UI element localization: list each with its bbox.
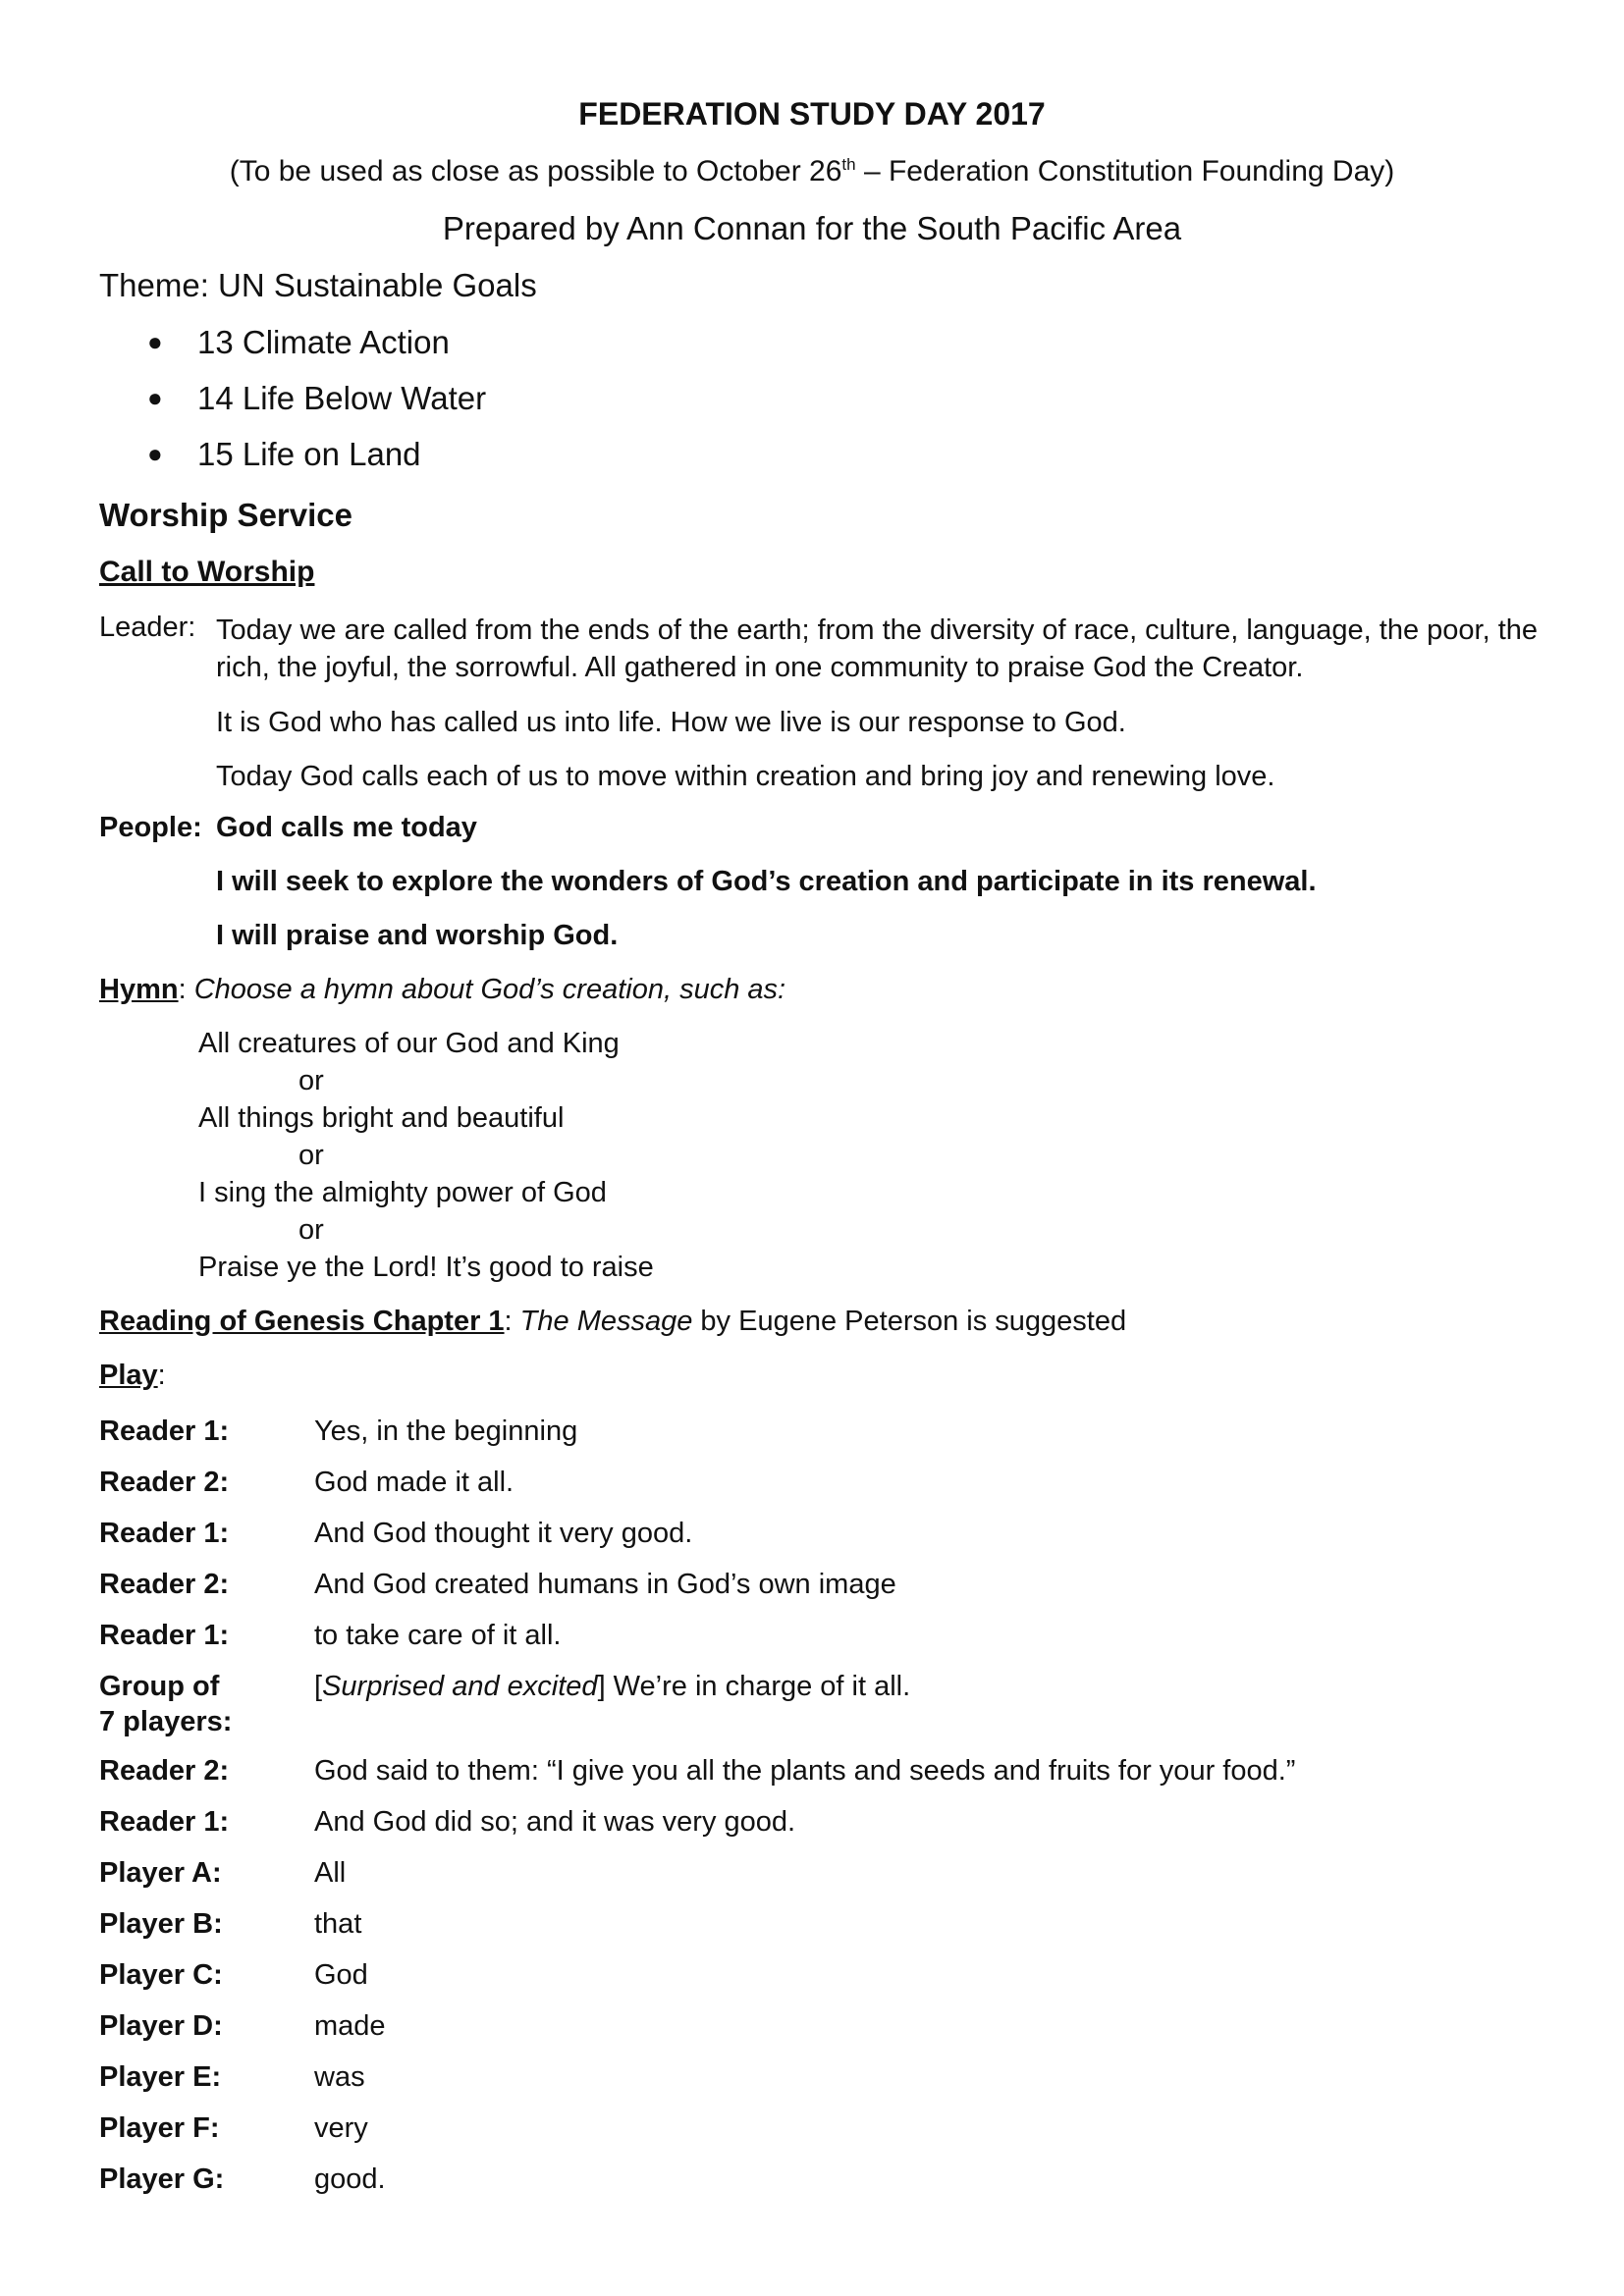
speaker-text: All	[314, 1857, 347, 1889]
leader-label: Leader:	[99, 612, 196, 643]
bullet-icon: ●	[147, 327, 163, 356]
document-subtitle	[0, 155, 1624, 188]
hymn-instruction: Choose a hymn about God’s creation, such as:	[193, 974, 786, 1005]
hymn-heading: Hymn: Choose a hymn about God’s creation, such as:	[99, 974, 786, 1005]
people-line: I will seek to explore the wonders of God’s creation and participate in its renewal.	[216, 866, 1317, 897]
goal-text: 15 Life on Land	[197, 436, 421, 472]
hymn-option: Praise ye the Lord! It’s good to raise	[198, 1252, 654, 1283]
speaker-label: Reader 2:	[99, 1569, 230, 1600]
speaker-text: God said to them: “I give you all the plants and seeds and fruits for your food.”	[314, 1755, 1296, 1787]
speaker-text: And God did so; and it was very good.	[314, 1806, 796, 1838]
speaker-text: And God thought it very good.	[314, 1518, 693, 1549]
speaker-label: Reader 1:	[99, 1415, 230, 1447]
speaker-text: to take care of it all.	[314, 1620, 562, 1651]
speaker-label: Reader 2:	[99, 1755, 230, 1787]
speaker-text: God made it all.	[314, 1467, 514, 1498]
speaker-label: Reader 1:	[99, 1806, 230, 1838]
speaker-text: [Surprised and excited] We’re in charge of it all.	[314, 1671, 911, 1702]
hymn-separator: or	[298, 1065, 324, 1096]
speaker-label: Reader 1:	[99, 1620, 230, 1651]
speaker-text: was	[314, 2061, 365, 2093]
subtitle-text-start: (To be used as close as possible to October 26	[229, 155, 842, 187]
speaker-label: Reader 2:	[99, 1467, 230, 1498]
speaker-label: Player B:	[99, 1908, 223, 1940]
speaker-label: Player G:	[99, 2163, 225, 2195]
speaker-text: God	[314, 1959, 368, 1991]
speaker-text: And God created humans in God’s own image	[314, 1569, 896, 1600]
reading-note: by Eugene Peterson is suggested	[692, 1306, 1127, 1337]
call-to-worship-heading: Call to Worship	[99, 556, 315, 588]
leader-line: Today we are called from the ends of the earth; from the diversity of race, culture, language, the poor, the rich, the joyful, the sorrowful. All gathered in one community to praise God the Creator.	[216, 614, 1539, 683]
speaker-label: Player E:	[99, 2061, 222, 2093]
speaker-label: Player A:	[99, 1857, 222, 1889]
goal-text: 13 Climate Action	[197, 324, 450, 360]
speaker-text: very	[314, 2112, 368, 2144]
speaker-text: Yes, in the beginning	[314, 1415, 578, 1447]
hymn-separator: or	[298, 1140, 324, 1171]
leader-line: It is God who has called us into life. How we live is our response to God.	[216, 707, 1126, 738]
theme-label: Theme: UN Sustainable Goals	[99, 267, 537, 303]
stage-direction: Surprised and excited	[322, 1671, 598, 1702]
speaker-label: Player F:	[99, 2112, 220, 2144]
worship-heading: Worship Service	[99, 497, 352, 533]
speaker-label: Player D:	[99, 2010, 223, 2042]
play-label: Play	[99, 1360, 158, 1391]
group-label-line-1: Group of	[99, 1671, 220, 1702]
reading-book: The Message	[519, 1306, 693, 1337]
hymn-option: I sing the almighty power of God	[198, 1177, 607, 1208]
speaker-label: Player C:	[99, 1959, 223, 1991]
bullet-icon: ●	[147, 383, 163, 412]
bullet-icon: ●	[147, 439, 163, 468]
reading-line: Reading of Genesis Chapter 1: The Message by Eugene Peterson is suggested	[99, 1306, 1127, 1337]
leader-line: Today God calls each of us to move within creation and bring joy and renewing love.	[216, 761, 1275, 792]
reading-label: Reading of Genesis Chapter 1	[99, 1306, 505, 1337]
hymn-label: Hymn	[99, 974, 179, 1005]
speaker-label	[99, 1669, 296, 1739]
speaker-text: that	[314, 1908, 362, 1940]
speaker-text: good.	[314, 2163, 386, 2195]
hymn-option: All things bright and beautiful	[198, 1102, 565, 1134]
group-line-text: We’re in charge of it all.	[605, 1671, 911, 1702]
group-label-line-2: 7 players:	[99, 1706, 233, 1737]
hymn-separator: or	[298, 1214, 324, 1246]
document-title: FEDERATION STUDY DAY 2017	[578, 96, 1046, 132]
people-line: I will praise and worship God.	[216, 920, 619, 951]
speaker-label: Reader 1:	[99, 1518, 230, 1549]
goal-text: 14 Life Below Water	[197, 380, 487, 416]
subtitle-text-end: – Federation Constitution Founding Day)	[855, 155, 1395, 187]
subtitle-superscript: th	[841, 155, 856, 174]
hymn-option: All creatures of our God and King	[198, 1028, 620, 1059]
people-label: People:	[99, 812, 202, 843]
people-line: God calls me today	[216, 812, 477, 843]
prepared-by: Prepared by Ann Connan for the South Pacific Area	[442, 210, 1182, 246]
speaker-text: made	[314, 2010, 386, 2042]
play-heading: Play:	[99, 1360, 166, 1391]
